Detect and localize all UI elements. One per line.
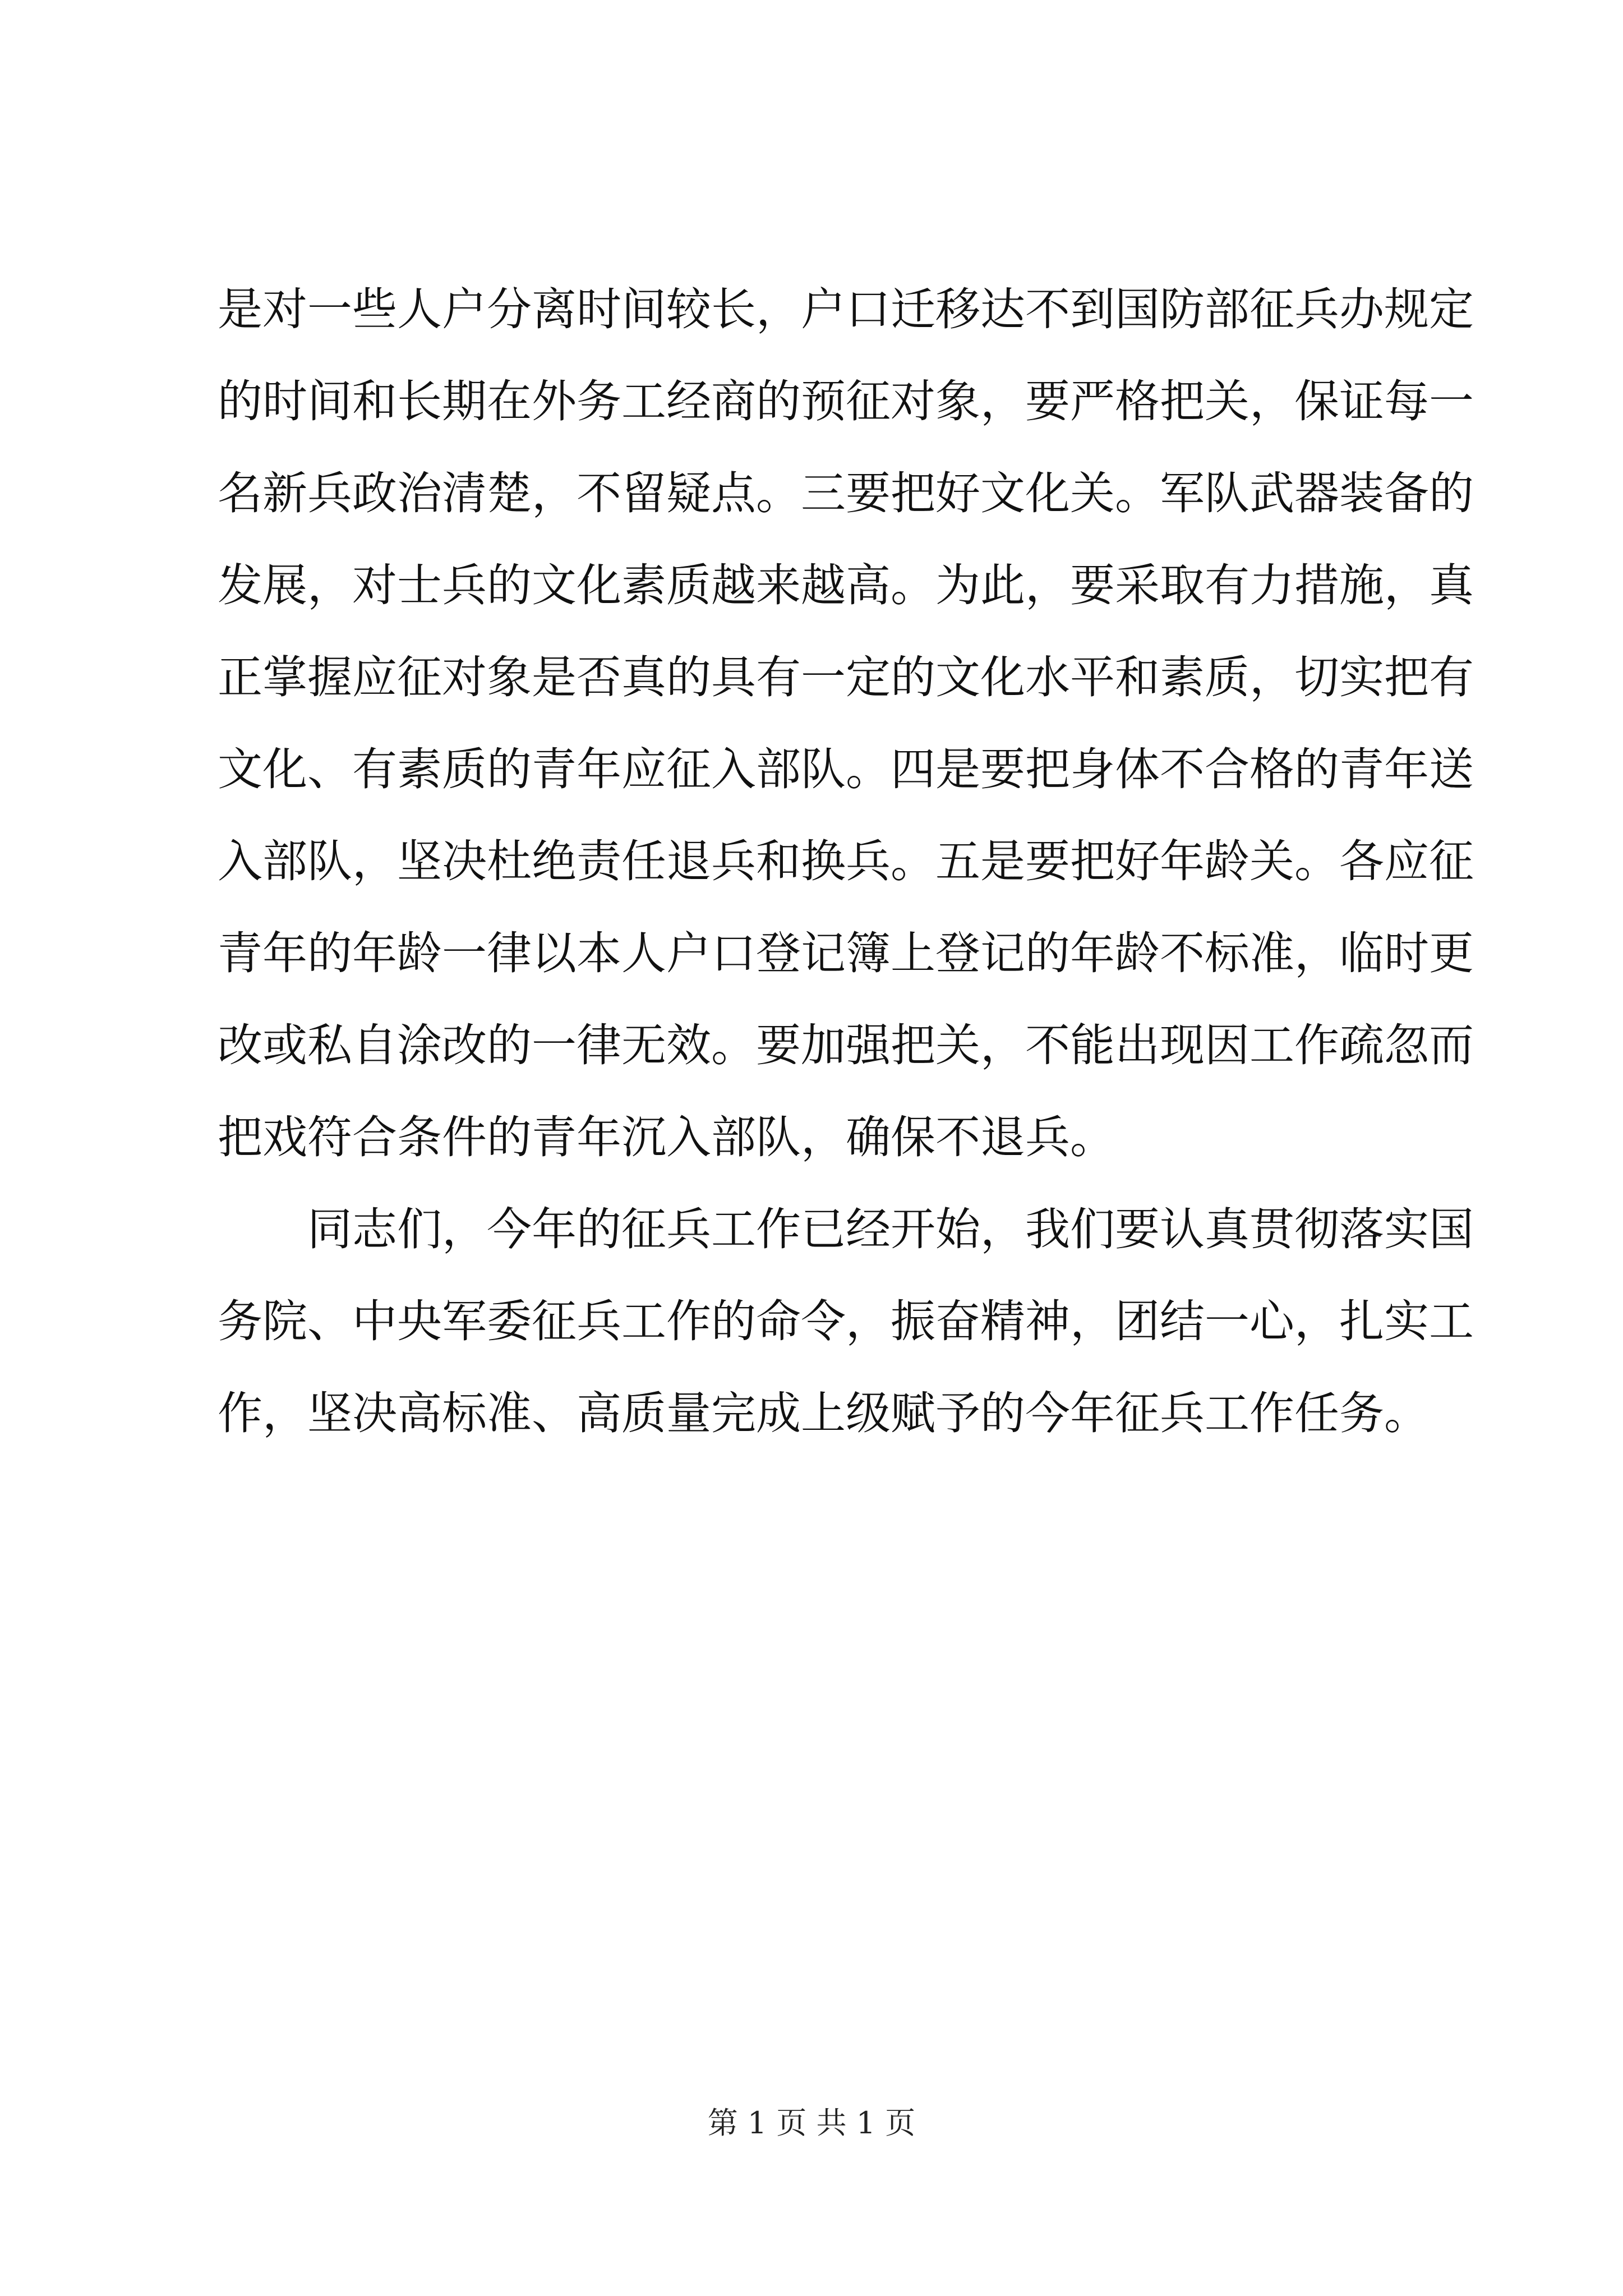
body-line: 文化、有素质的青年应征入部队。四是要把身体不合格的青年送 bbox=[218, 743, 1474, 795]
body-line: 改或私自涂改的一律无效。要加强把关，不能出现因工作疏忽而 bbox=[218, 1019, 1474, 1071]
body-line: 名新兵政治清楚，不留疑点。三要把好文化关。军队武器装备的 bbox=[218, 467, 1474, 519]
body-line: 把戏符合条件的青年沉入部队，确保不退兵。 bbox=[218, 1111, 1115, 1163]
body-line: 的时间和长期在外务工经商的预征对象，要严格把关，保证每一 bbox=[218, 375, 1474, 427]
body-line: 是对一些人户分离时间较长，户口迁移达不到国防部征兵办规定 bbox=[218, 283, 1474, 335]
body-line: 入部队，坚决杜绝责任退兵和换兵。五是要把好年龄关。各应征 bbox=[218, 835, 1474, 887]
document-body bbox=[218, 264, 1474, 1460]
body-line: 青年的年龄一律以本人户口登记簿上登记的年龄不标准，临时更 bbox=[218, 927, 1474, 979]
page-number-footer: 第 1 页 共 1 页 bbox=[707, 2105, 916, 2141]
body-line: 发展，对士兵的文化素质越来越高。为此，要采取有力措施，真 bbox=[218, 559, 1474, 611]
paragraph-first-line: 同志们，今年的征兵工作已经开始，我们要认真贯彻落实国 bbox=[307, 1203, 1474, 1255]
body-line: 务院、中央军委征兵工作的命令，振奋精神，团结一心，扎实工 bbox=[218, 1295, 1474, 1347]
body-line: 作，坚决高标准、高质量完成上级赋予的今年征兵工作任务。 bbox=[218, 1387, 1429, 1439]
body-line: 正掌握应征对象是否真的具有一定的文化水平和素质，切实把有 bbox=[218, 651, 1474, 703]
